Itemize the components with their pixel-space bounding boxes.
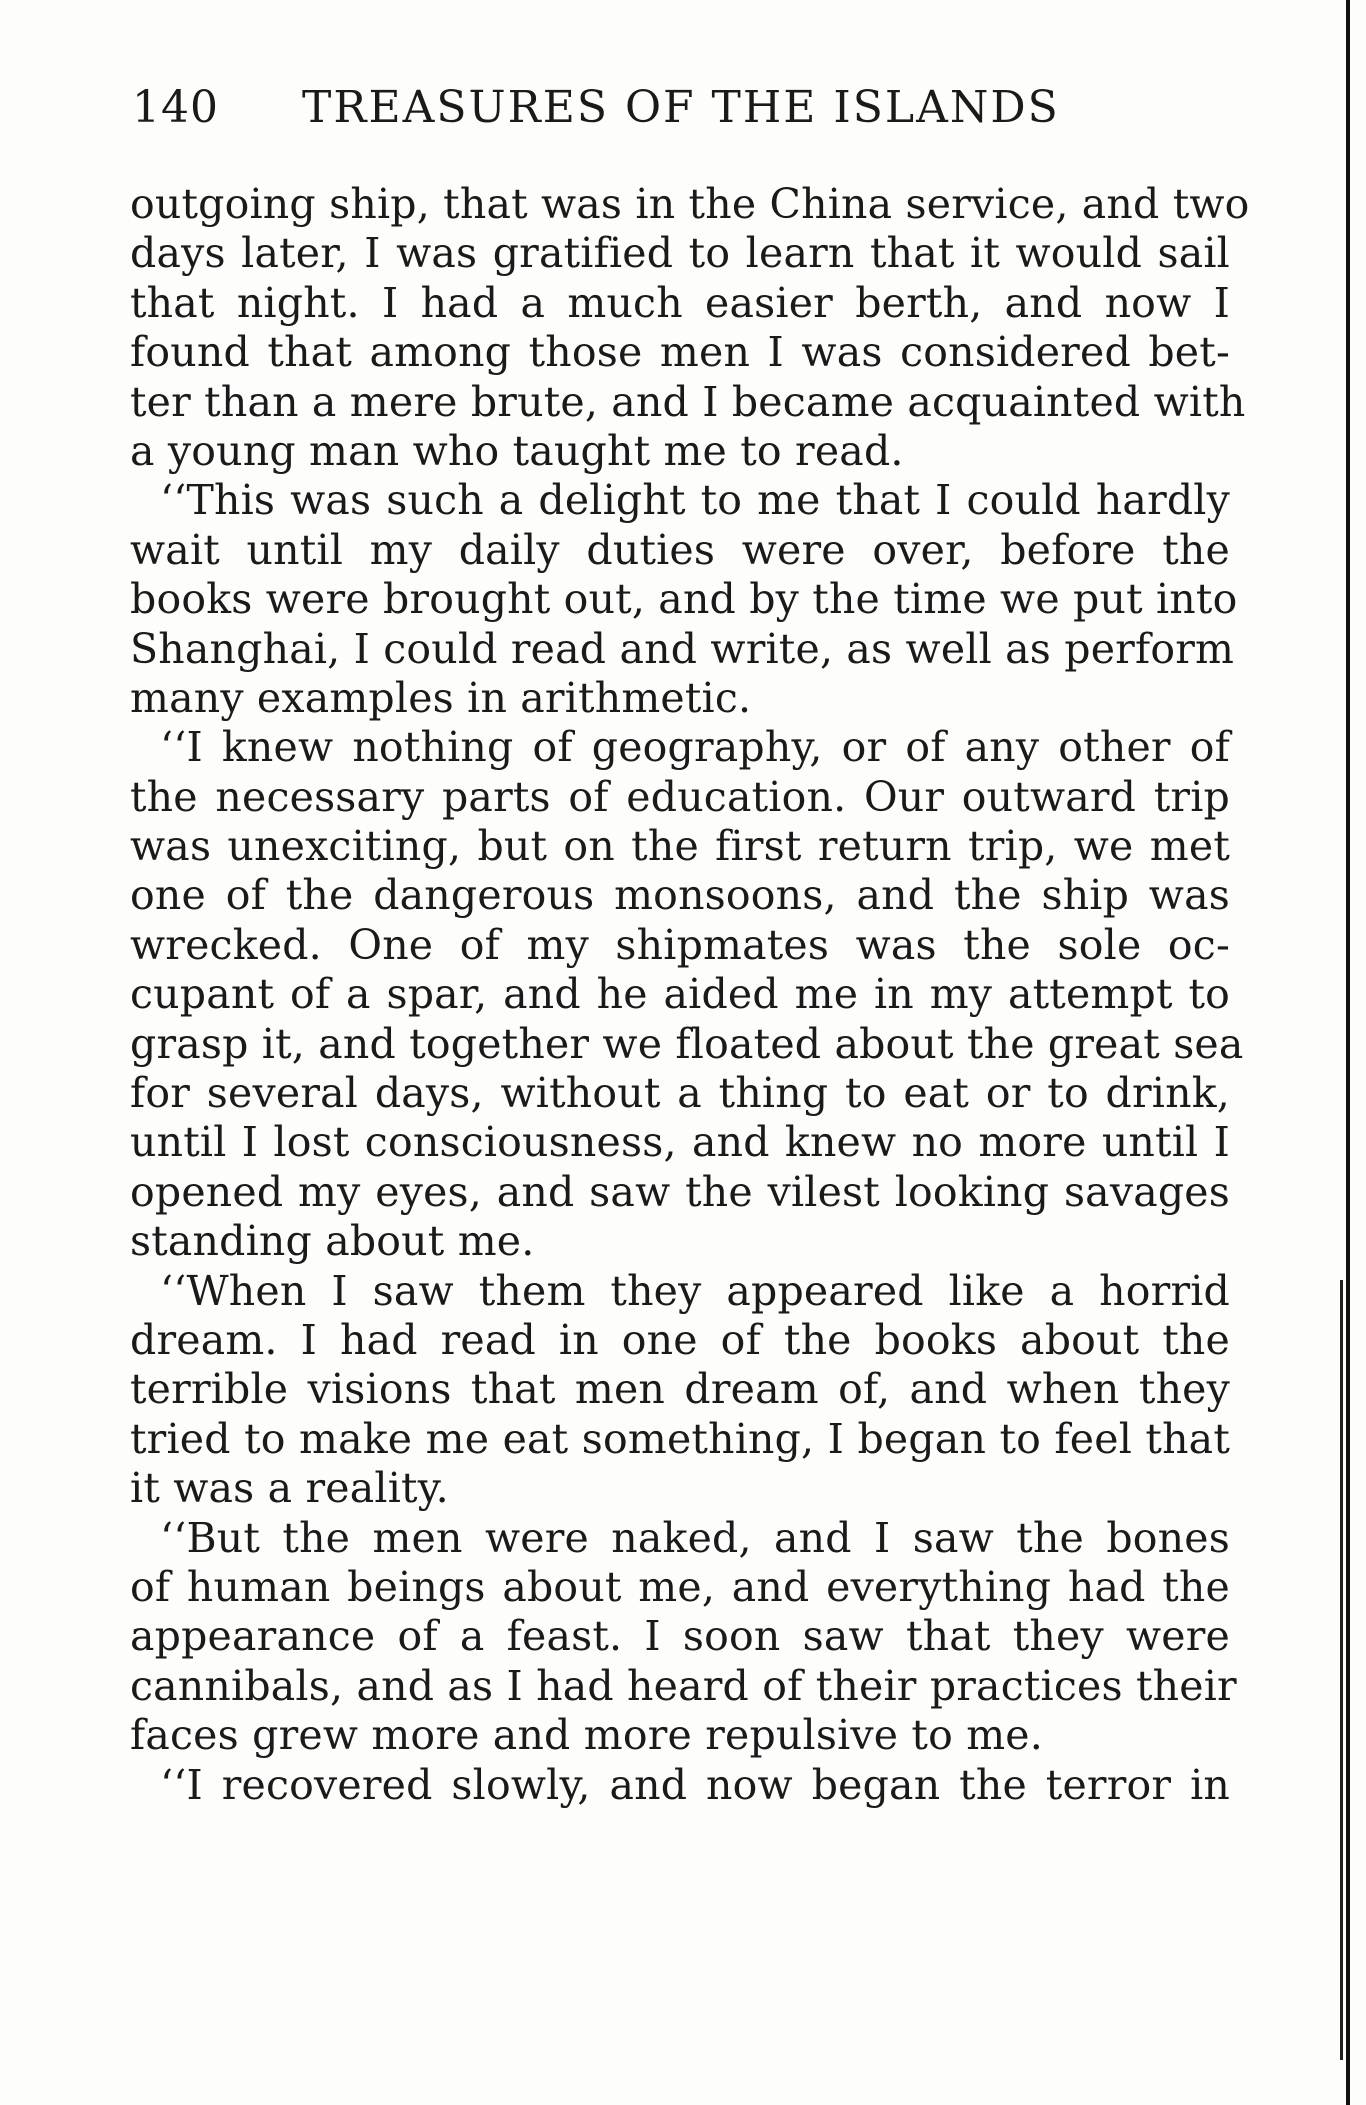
text-line: wrecked. One of my shipmates was the sole oc- xyxy=(130,920,1230,969)
text-line: ter than a mere brute, and I became acquainted with xyxy=(130,377,1246,426)
text-line: that night. I had a much easier berth, and now I xyxy=(130,278,1230,327)
text-line: opened my eyes, and saw the vilest looking savages xyxy=(130,1167,1230,1216)
binding-edge xyxy=(1346,0,1350,2105)
text-line: ‘‘But the men were naked, and I saw the bones xyxy=(160,1513,1230,1562)
page-number: 140 xyxy=(132,82,219,133)
running-head xyxy=(132,82,1232,142)
text-line: faces grew more and more repulsive to me. xyxy=(130,1711,1044,1760)
text-line: it was a reality. xyxy=(130,1464,449,1513)
text-line: dream. I had read in one of the books about the xyxy=(130,1315,1230,1364)
text-line: ‘‘I recovered slowly, and now began the terror in xyxy=(160,1760,1230,1809)
text-line: a young man who taught me to read. xyxy=(130,426,904,475)
text-line: the necessary parts of education. Our outward trip xyxy=(130,772,1230,821)
text-line: terrible visions that men dream of, and when they xyxy=(130,1365,1230,1414)
text-line: wait until my daily duties were over, before the xyxy=(130,525,1230,574)
text-line: many examples in arithmetic. xyxy=(130,673,752,722)
text-line: cannibals, and as I had heard of their practices their xyxy=(130,1661,1237,1710)
text-line: ‘‘I knew nothing of geography, or of any other of xyxy=(160,723,1230,772)
text-line: days later, I was gratified to learn that it would sail xyxy=(130,229,1230,278)
text-line: until I lost consciousness, and knew no more until I xyxy=(130,1118,1230,1167)
text-line: for several days, without a thing to eat or to drink, xyxy=(130,1069,1230,1118)
text-line: found that among those men I was considered bet- xyxy=(130,328,1230,377)
text-line: cupant of a spar, and he aided me in my attempt to xyxy=(130,970,1230,1019)
text-line: standing about me. xyxy=(130,1217,535,1266)
text-line: Shanghai, I could read and write, as well as perform xyxy=(130,624,1235,673)
text-line: tried to make me eat something, I began to feel that xyxy=(130,1414,1230,1463)
body-text xyxy=(130,180,1250,1810)
text-line: ‘‘This was such a delight to me that I could hardly xyxy=(160,476,1230,525)
text-line: was unexciting, but on the first return trip, we met xyxy=(130,822,1230,871)
text-line: ‘‘When I saw them they appeared like a horrid xyxy=(160,1266,1230,1315)
text-line: one of the dangerous monsoons, and the ship was xyxy=(130,871,1230,920)
text-line: outgoing ship, that was in the China service, and two xyxy=(130,180,1250,228)
text-line: books were brought out, and by the time we put into xyxy=(130,575,1238,624)
running-title: TREASURES OF THE ISLANDS xyxy=(301,82,1060,133)
text-line: grasp it, and together we floated about the great sea xyxy=(130,1019,1244,1068)
binding-edge-shadow xyxy=(1340,1280,1343,2060)
text-line: appearance of a feast. I soon saw that they were xyxy=(130,1612,1230,1661)
text-line: of human beings about me, and everything had the xyxy=(130,1562,1230,1611)
